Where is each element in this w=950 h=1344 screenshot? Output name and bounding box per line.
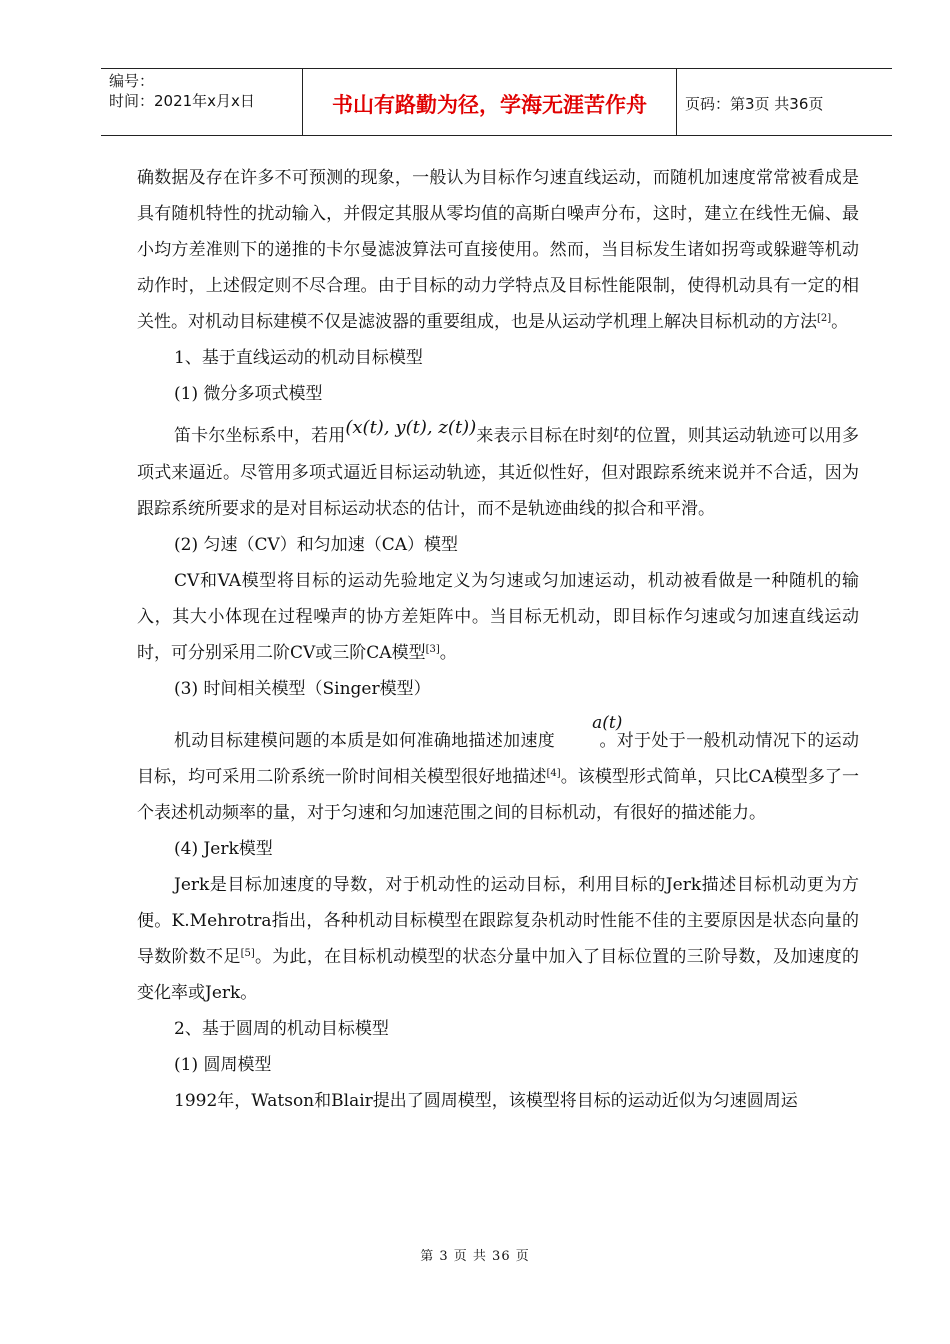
document-body (137, 160, 859, 1119)
paragraph-1: 确数据及存在许多不可预测的现象，一般认为目标作匀速直线运动，而随机加速度常常被看成是具有随机特性的扰动输入，并假定其服从零均值的高斯白噪声分布，这时，建立在线性无偏、最小均方差准则下的递推的卡尔曼滤波算法可直接使用。然而，当目标发生诸如拐弯或躲避等机动动作时，上述假定则不尽合理。由于目标的动力学特点及目标性能限制，使得机动具有一定的相关性。对机动目标建模不仅是滤波器的重要组成，也是从运动学机理上解决目标机动的方法[2]。 (137, 168, 859, 332)
paragraph-3: CV和VA模型将目标的运动先验地定义为匀速或匀加速运动，机动被看做是一种随机的输入，其大小体现在过程噪声的协方差矩阵中。当目标无机动，即目标作匀速或匀加速直线运动时，可分别采用二阶CV或三阶CA模型[3]。 (137, 571, 859, 663)
section-heading-1: 1、基于直线运动的机动目标模型 (174, 348, 423, 368)
time-variable: t (613, 425, 620, 441)
number-label: 编号： (109, 72, 155, 90)
subsection-heading-1-4: (4) Jerk模型 (174, 839, 273, 859)
citation-3: [3] (425, 644, 440, 655)
section-heading-2: 2、基于圆周的机动目标模型 (174, 1019, 389, 1039)
time-label: 时间：2021年x月x日 (109, 92, 255, 110)
paragraph-2: 笛卡尔坐标系中，若用(x(t), y(t), z(t))来表示目标在时刻$^t$的位置，则其运动轨迹可以用多项式来逼近。尽管用多项式逼近目标运动轨迹，其近似性好，但对跟踪系统来说并不合适，因为跟踪系统所要求的是对目标运动状态的估计，而不是轨迹曲线的拟合和平滑。 (137, 417, 860, 519)
subsection-heading-2-1: (1) 圆周模型 (174, 1055, 272, 1075)
header-page-label: 页码：第3页 共36页 (685, 94, 824, 113)
citation-5: [5] (240, 948, 255, 959)
paragraph-6: 1992年，Watson和Blair提出了圆周模型，该模型将目标的运动近似为匀速圆周运 (174, 1091, 798, 1111)
citation-4: [4] (546, 768, 561, 779)
subsection-heading-1-1: (1) 微分多项式模型 (174, 384, 323, 404)
acceleration-formula: a(t) (592, 713, 623, 733)
subsection-heading-1-2: (2) 匀速（CV）和匀加速（CA）模型 (174, 535, 459, 555)
header-table (101, 68, 892, 136)
header-motto: 书山有路勤为径，学海无涯苦作舟 (303, 69, 677, 135)
page-footer: 第 3 页 共 36 页 (420, 1249, 530, 1264)
paragraph-5: Jerk是目标加速度的导数，对于机动性的运动目标，利用目标的Jerk描述目标机动更为方便。K.Mehrotra指出，各种机动目标模型在跟踪复杂机动时性能不佳的主要原因是状态向量的导数阶数不足[5]。为此，在目标机动模型的状态分量中加入了目标位置的三阶导数，及加速度的变化率或Jerk。 (137, 875, 860, 1003)
citation-2: [2] (817, 313, 832, 324)
position-formula: (x(t), y(t), z(t)) (345, 417, 477, 438)
paragraph-4: 机动目标建模问题的本质是如何准确地描述加速度a(t)。对于处于一般机动情况下的运动目标，均可采用二阶系统一阶时间相关模型很好地描述[4]。该模型形式简单，只比CA模型多了一个表述机动频率的量，对于匀速和匀加速范围之间的目标机动，有很好的描述能力。 (137, 723, 859, 831)
header-left-cell (101, 69, 303, 135)
subsection-heading-1-3: (3) 时间相关模型（Singer模型） (174, 679, 431, 699)
